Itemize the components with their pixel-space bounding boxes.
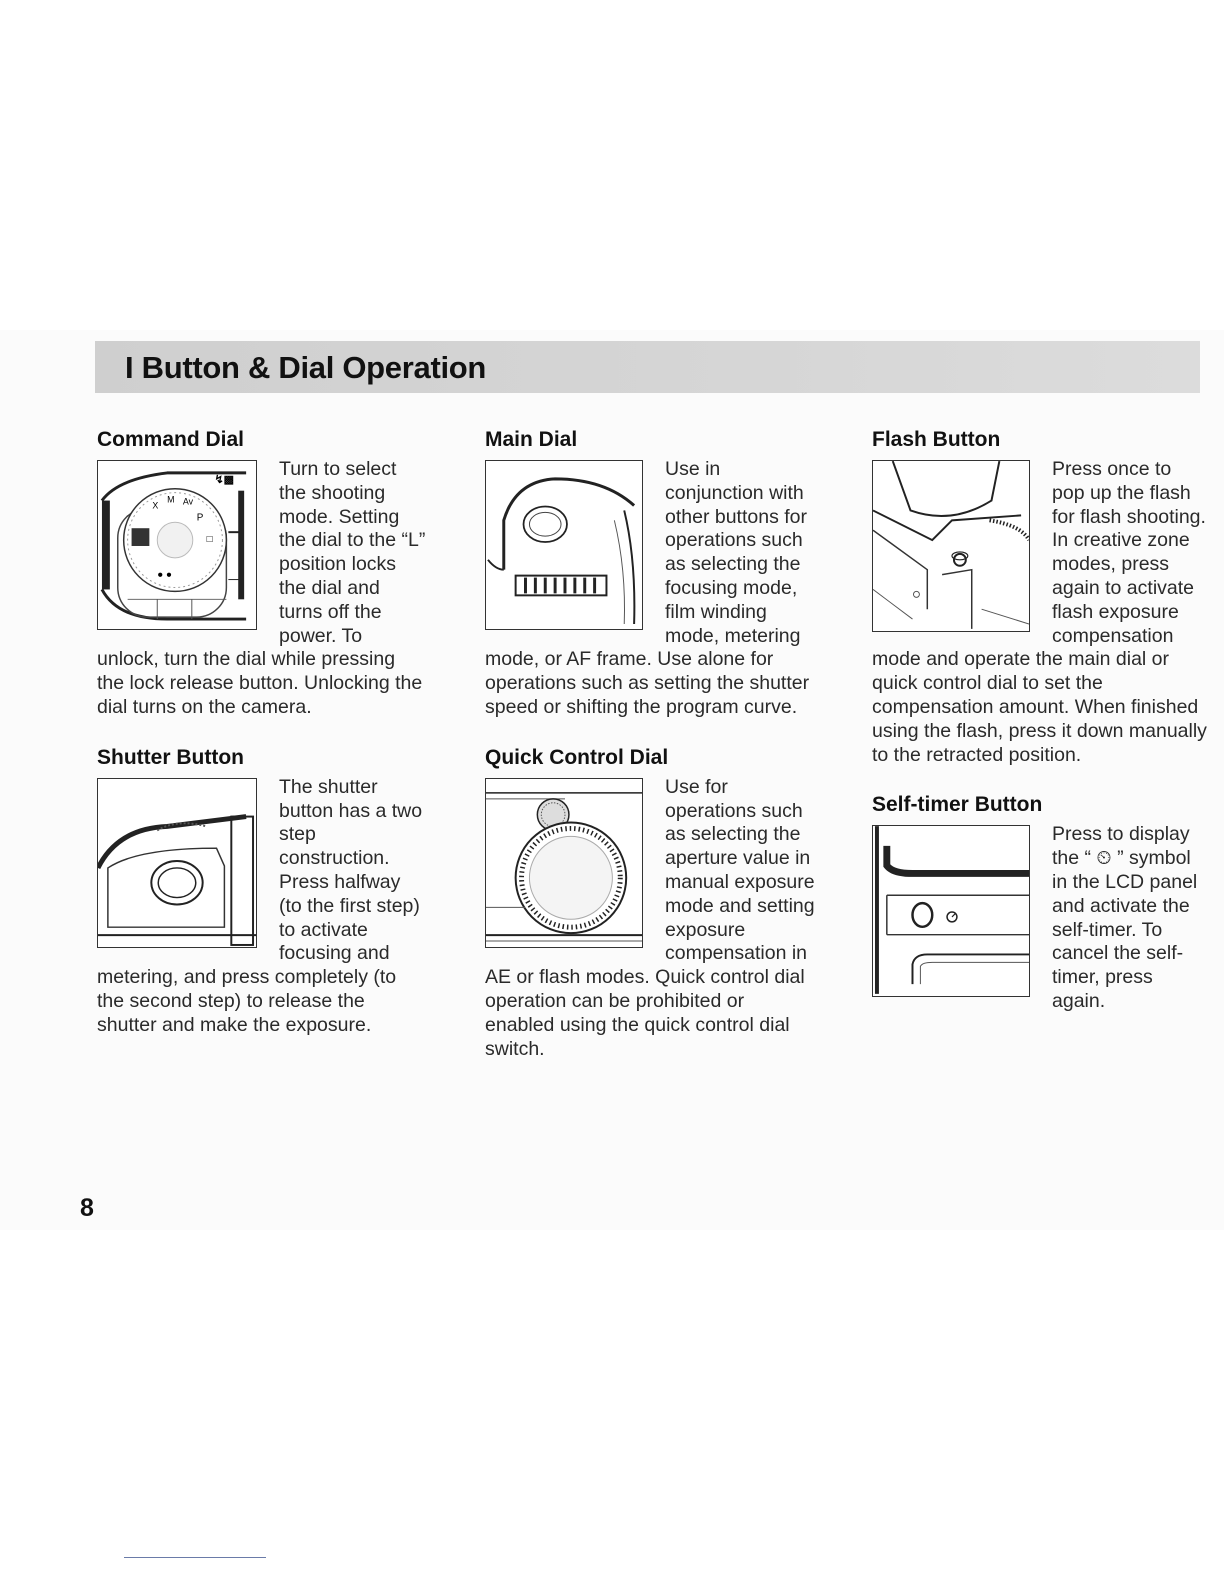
svg-text:P: P [196, 512, 204, 524]
svg-text:Av: Av [182, 496, 194, 507]
command-dial-illustration [97, 460, 257, 630]
main-dial-heading: Main Dial [485, 428, 578, 451]
shutter-button-illustration [97, 778, 257, 948]
flash-button-illustration [872, 460, 1030, 632]
footer-rule [124, 1557, 266, 1558]
command-dial-text: Turn to select the shooting mode. Setting the dial to the “L” position locks the dial and turns off the power. To unlock, turn the dial while pressing the lock release button. Unlocking the dial turns on the camera. [97, 458, 426, 718]
section-quick-control-dial [485, 746, 815, 1062]
command-dial-heading: Command Dial [97, 428, 245, 451]
svg-text:□: □ [206, 534, 213, 546]
page-title: I Button & Dial Operation [125, 350, 487, 385]
svg-text:M: M [167, 494, 175, 505]
column-middle [485, 428, 815, 1061]
section-command-dial [97, 428, 427, 720]
flash-button-text: Press once to pop up the flash for flash shooting. In creative zone modes, press again to activate flash exposure compensation mode and operate the main dial or quick control dial to set the compensation amount. When finished using the flash, press it down manually to the retracted position. [872, 458, 1207, 766]
section-main-dial [485, 428, 815, 720]
column-right [872, 428, 1207, 1014]
main-dial-text: Use in conjunction with other buttons for operations such as selecting the focusing mode, film winding mode, metering mode, or AF frame. Use alone for operations such as setting the shutter speed or shifting the program curve. [485, 458, 810, 718]
svg-text:● ●: ● ● [157, 569, 172, 581]
shutter-button-heading: Shutter Button [97, 745, 244, 769]
self-timer-button-illustration [872, 825, 1030, 997]
section-self-timer-button [872, 793, 1207, 1013]
column-left [97, 428, 427, 1038]
flash-button-heading: Flash Button [872, 428, 1001, 451]
quick-control-dial-illustration [485, 778, 643, 948]
svg-text:↯▩: ↯▩ [214, 473, 234, 486]
self-timer-button-text: Press to display the “ ⏲ ” symbol in the LCD panel and activate the self-timer. To cancel the self-timer, press again. [1052, 823, 1198, 1012]
svg-text:X: X [152, 500, 159, 511]
section-shutter-button [97, 746, 427, 1038]
quick-control-dial-heading: Quick Control Dial [485, 745, 669, 769]
quick-control-dial-text: Use for operations such as selecting the aperture value in manual exposure mode and setting exposure compensation in AE or flash modes. Quick control dial operation can be prohibited or enabled using the quick control dial switch. [485, 775, 815, 1060]
page-number: 8 [80, 1194, 94, 1222]
main-dial-illustration [485, 460, 643, 630]
self-timer-button-heading: Self-timer Button [872, 793, 1043, 817]
section-flash-button [872, 428, 1207, 767]
shutter-button-text: The shutter button has a two step construction. Press halfway (to the first step) to activate focusing and metering, and press completely (to the second step) to release the shutter and make the exposure. [97, 775, 423, 1036]
